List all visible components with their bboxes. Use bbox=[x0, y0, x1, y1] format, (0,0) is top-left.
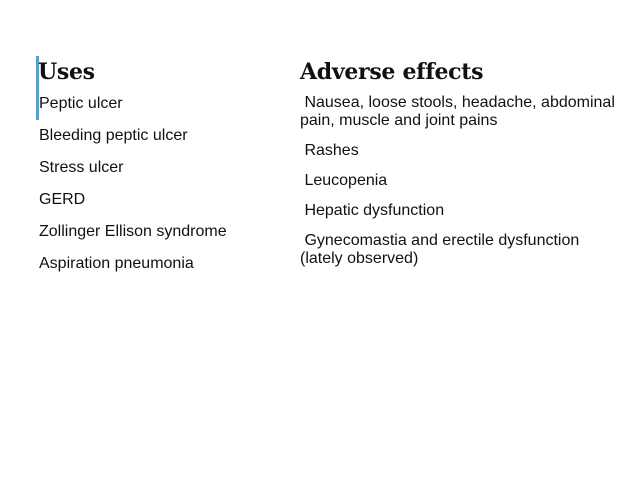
adverse-effects-list-item: Hepatic dysfunction bbox=[300, 202, 445, 219]
uses-list-item: Stress ulcer bbox=[39, 159, 124, 176]
adverse-effects-list-item: Gynecomastia and erectile dysfunction (lately observed) bbox=[300, 232, 584, 267]
adverse-effects-list bbox=[300, 94, 620, 268]
adverse-effects-list-item: Nausea, loose stools, headache, abdominal pain, muscle and joint pains bbox=[300, 94, 620, 129]
uses-list bbox=[38, 94, 288, 274]
uses-list-item: GERD bbox=[39, 191, 86, 208]
uses-list-item: Peptic ulcer bbox=[39, 95, 123, 112]
adverse-effects-column bbox=[300, 58, 620, 280]
adverse-effects-list-item: Rashes bbox=[300, 142, 359, 159]
adverse-effects-list-item: Leucopenia bbox=[300, 172, 388, 189]
uses-heading: Uses bbox=[38, 59, 95, 85]
uses-list-item: Aspiration pneumonia bbox=[39, 255, 194, 272]
adverse-effects-heading: Adverse effects bbox=[300, 59, 484, 85]
uses-column bbox=[38, 58, 288, 286]
uses-list-item: Bleeding peptic ulcer bbox=[39, 127, 188, 144]
uses-list-item: Zollinger Ellison syndrome bbox=[39, 223, 227, 240]
